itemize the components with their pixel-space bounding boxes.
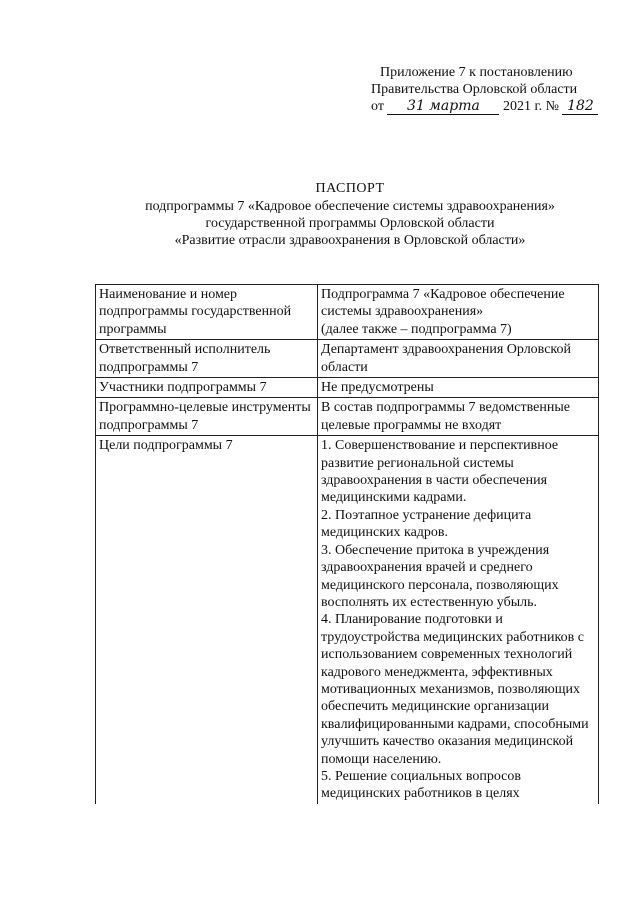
row-value-line: (далее также – подпрограмма 7) [321,321,512,337]
row-value-line: 3. Обеспечение притока в учреждения здравоохранения врачей и среднего медицинского персонала, позволяющих восполнять их естественную убыль. [321,542,559,610]
table-row [96,285,599,340]
appendix-from-prefix: от [371,99,384,114]
row-value-line: Не предусмотрены [321,380,434,396]
document-title [60,180,640,249]
row-value-line: 2. Поэтапное устранение дефицита медицинских кадров. [321,507,532,541]
handwritten-number: 182 [562,99,598,115]
appendix-line-2: Правительства Орловской области [371,82,578,97]
title-line-3: «Развитие отрасли здравоохранения в Орловской области» [174,233,526,248]
passport-table [95,284,599,804]
row-label: Ответственный исполнитель подпрограммы 7 [96,340,318,378]
title-passport: ПАСПОРТ [315,181,385,196]
row-value-line: Подпрограмма 7 «Кадровое обеспечение системы здравоохранения» [321,287,565,320]
table-row [96,398,599,436]
appendix-header [371,64,621,115]
appendix-date-line [371,98,621,115]
row-value [318,398,599,436]
row-value-line: 5. Решение социальных вопросов медицинских работников в целях [321,768,521,802]
row-value [318,285,599,340]
row-value [318,436,599,804]
row-value-line: В состав подпрограммы 7 ведомственные целевые программы не входят [321,400,570,433]
row-value-line: 1. Совершенствование и перспективное развитие региональной системы здравоохранения в части обеспечения медицинскими кадрами. [321,438,559,506]
row-value-line: 4. Планирование подготовки и трудоустройства медицинских работников с использованием современных технологий кадрового менеджмента, эффективных мотивационных механизмов, позволяющих обеспечить медицинские организации квалифицированными кадрами, способными улучшить качество оказания медицинской помощи населению. [321,612,589,767]
row-value [318,378,599,398]
appendix-line-1: Приложение 7 к постановлению [380,65,573,80]
table-row [96,436,599,804]
row-label: Наименование и номер подпрограммы государственной программы [96,285,318,340]
row-value [318,340,599,378]
appendix-year-text: 2021 г. № [502,99,559,114]
handwritten-date: 31 марта [387,99,499,115]
row-value-line: Департамент здравоохранения Орловской области [321,342,572,375]
table-row [96,340,599,378]
row-label: Программно-целевые инструменты подпрограммы 7 [96,398,318,436]
row-label: Участники подпрограммы 7 [96,378,318,398]
title-line-2: государственной программы Орловской области [205,216,495,231]
row-label: Цели подпрограммы 7 [96,436,318,804]
title-line-1: подпрограммы 7 «Кадровое обеспечение системы здравоохранения» [145,199,555,214]
table-row [96,378,599,398]
